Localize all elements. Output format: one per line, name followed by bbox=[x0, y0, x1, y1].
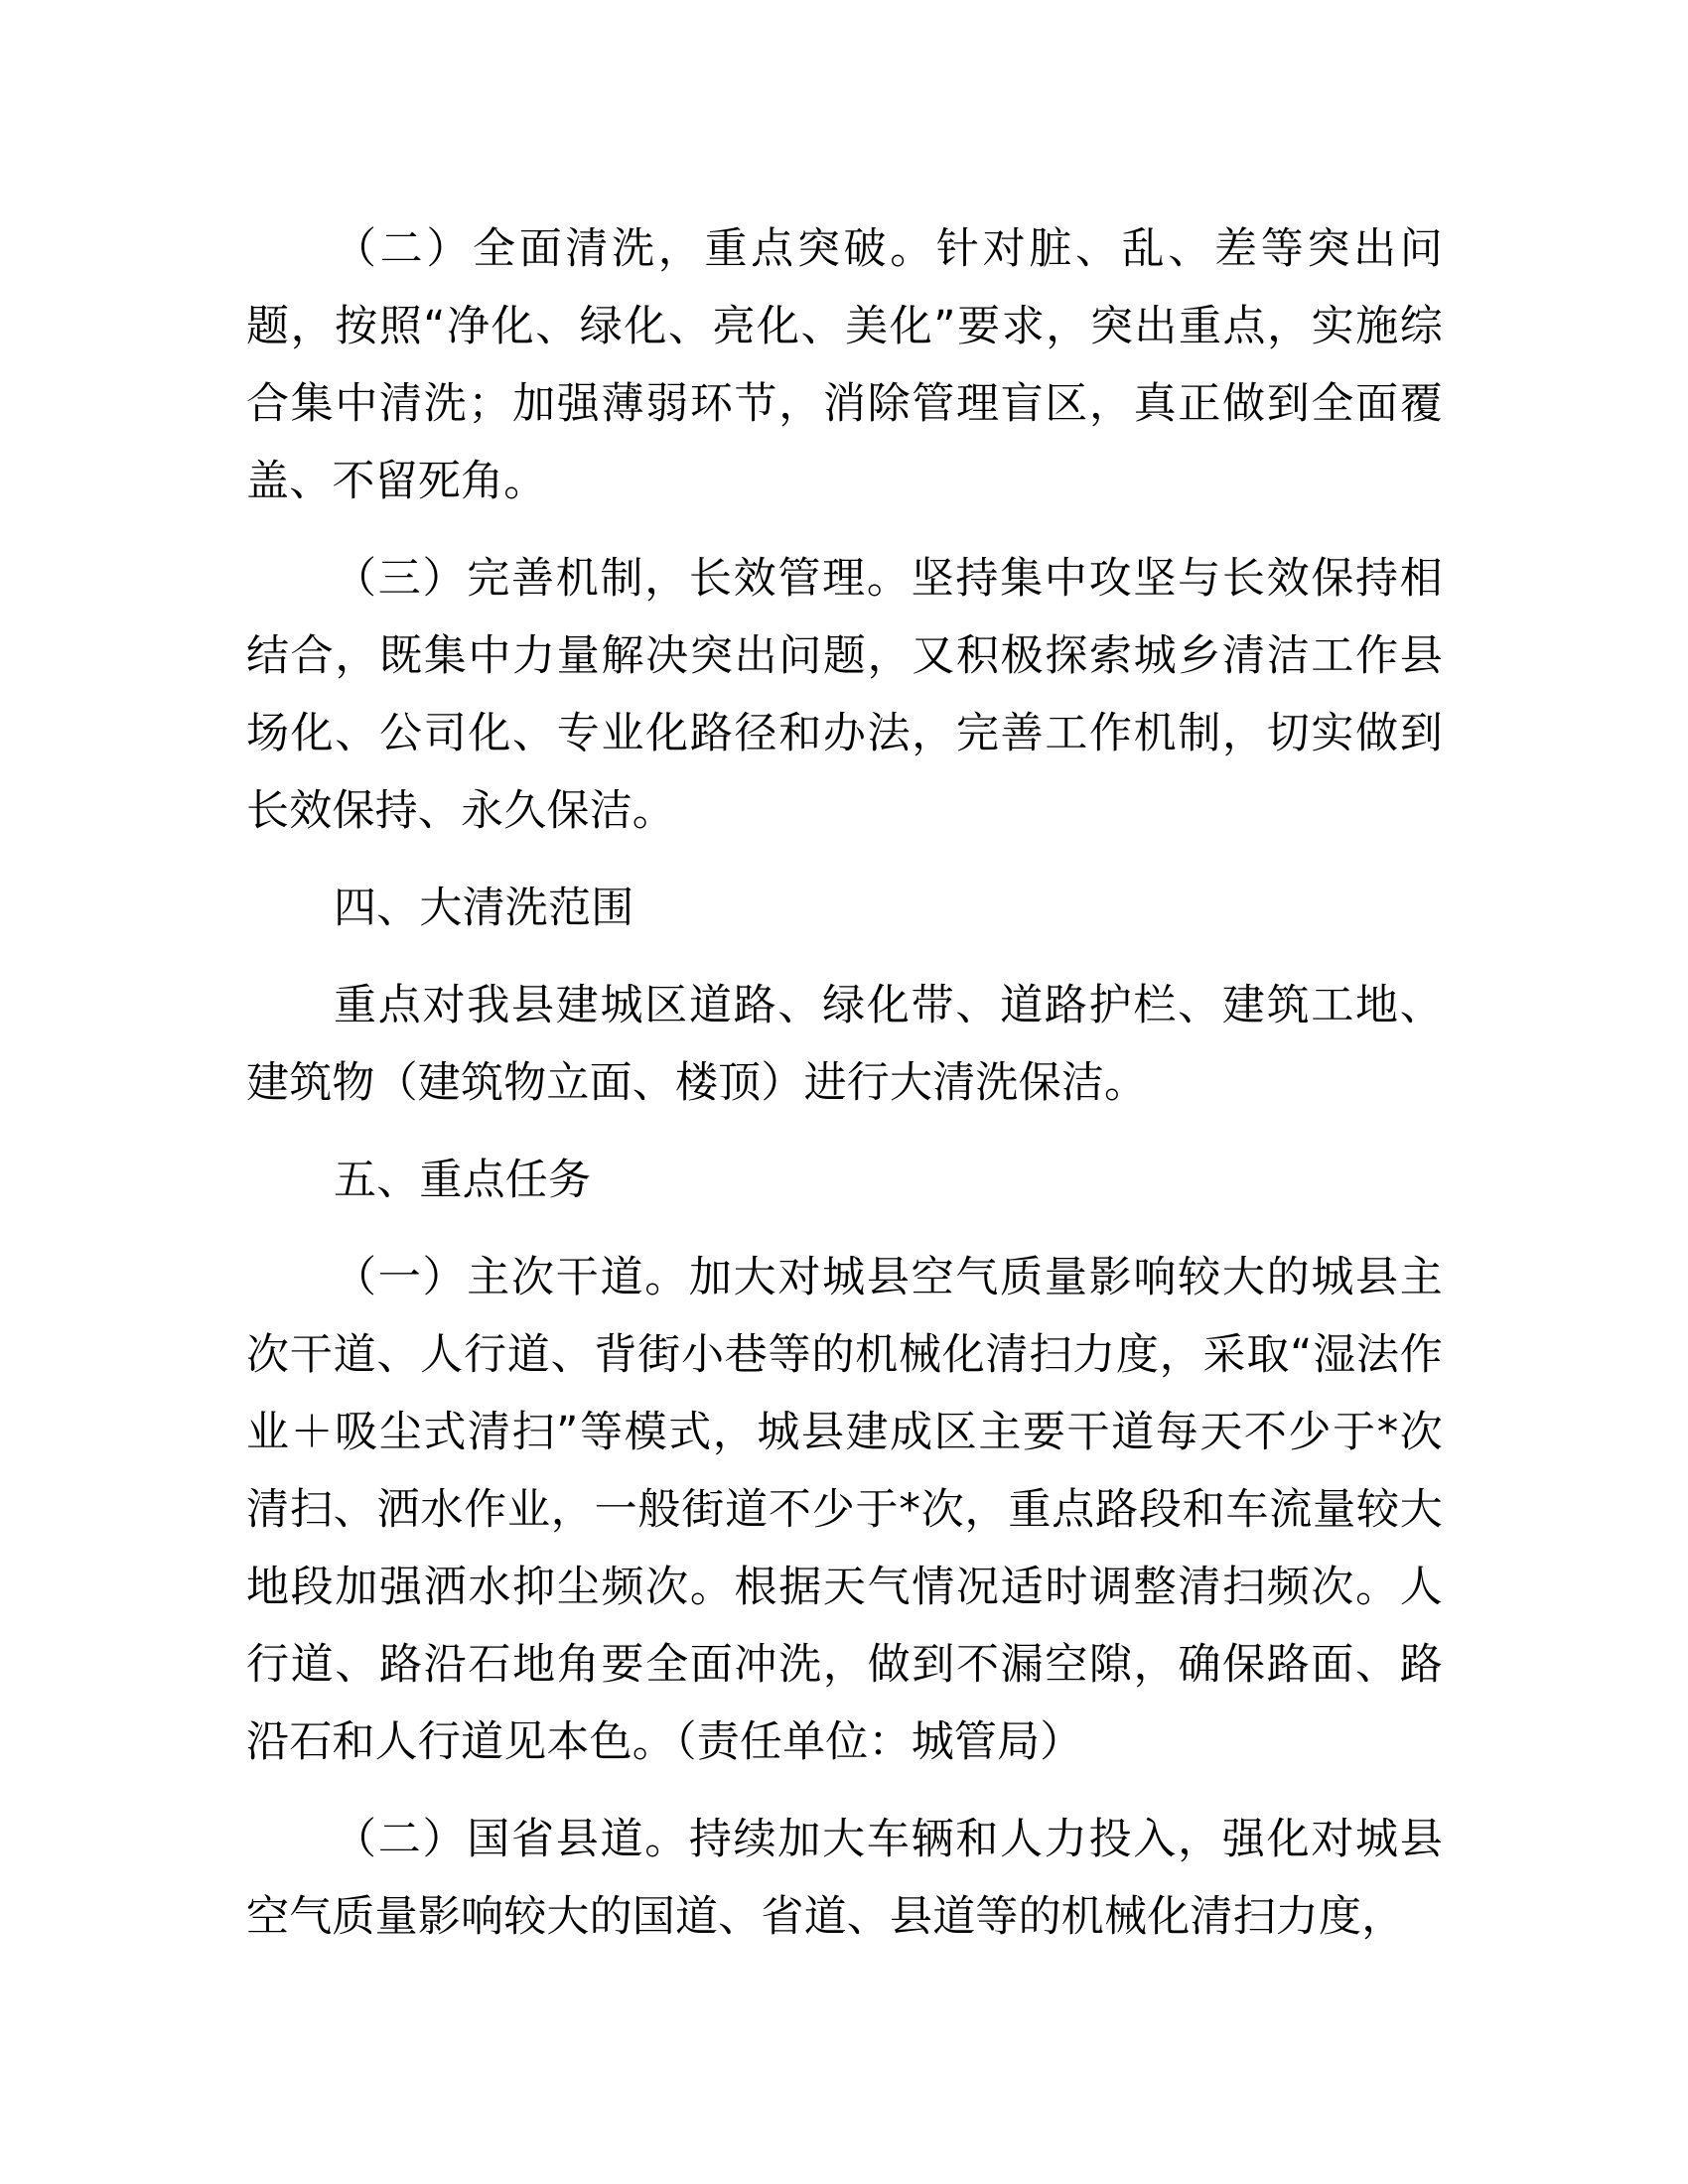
section-heading-key-tasks: 五、重点任务 bbox=[334, 1156, 592, 1205]
paragraph-cleaning-scope: 重点对我县建城区道路、绿化带、道路护栏、建筑工地、建筑物（建筑物立面、楼顶）进行大清洗保洁。 bbox=[246, 981, 1443, 1108]
document-page bbox=[246, 210, 1443, 1976]
paragraph-long-term-mechanism: （三）完善机制，长效管理。坚持集中攻坚与长效保持相结合，既集中力量解决突出问题，又积极探索城乡清洁工作县场化、公司化、专业化路径和办法，完善工作机制，切实做到长效保持、永久保洁。 bbox=[246, 554, 1443, 836]
section-heading-cleaning-scope: 四、大清洗范围 bbox=[334, 884, 634, 933]
paragraph-comprehensive-cleaning: （二）全面清洗，重点突破。针对脏、乱、差等突出问题，按照“净化、绿化、亮化、美化”要求，突出重点，实施综合集中清洗；加强薄弱环节，消除管理盲区，真正做到全面覆盖、不留死角。 bbox=[246, 224, 1443, 506]
paragraph-main-roads: （一）主次干道。加大对城县空气质量影响较大的城县主次干道、人行道、背街小巷等的机械化清扫力度，采取“湿法作业＋吸尘式清扫”等模式，城县建成区主要干道每天不少于*次清扫、洒水作业，一般街道不少于*次，重点路段和车流量较大地段加强洒水抑尘频次。根据天气情况适时调整清扫频次。人行道、路沿石地角要全面冲洗，做到不漏空隙，确保路面、路沿石和人行道见本色。（责任单位：城管局） bbox=[246, 1253, 1443, 1767]
paragraph-national-provincial-roads: （二）国省县道。持续加大车辆和人力投入，强化对城县空气质量影响较大的国道、省道、县道等的机械化清扫力度， bbox=[246, 1815, 1443, 1942]
